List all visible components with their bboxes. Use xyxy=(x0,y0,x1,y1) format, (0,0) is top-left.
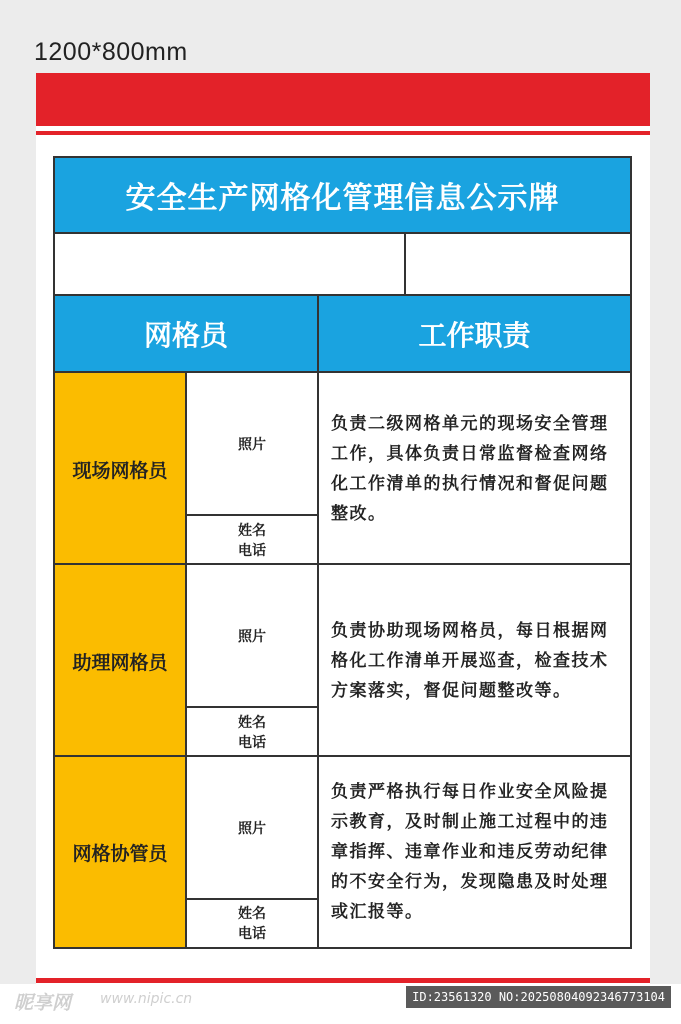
name-phone-cell xyxy=(187,516,319,565)
phone-label: 电话 xyxy=(238,734,266,751)
top-red-line xyxy=(36,131,650,135)
name-label: 姓名 xyxy=(238,905,266,922)
bottom-red-line xyxy=(36,978,650,983)
name-label: 姓名 xyxy=(238,522,266,539)
duty-cell: 负责严格执行每日作业安全风险提示教育，及时制止施工过程中的违章指挥、违章作业和违反劳动纪律的不安全行为，发现隐患及时处理或汇报等。 xyxy=(331,782,609,922)
watermark-id: ID:23561320 NO:20250804092346773104 xyxy=(406,986,671,1008)
top-red-band xyxy=(36,73,650,126)
name-phone-cell xyxy=(187,900,319,947)
name-phone-cell xyxy=(187,708,319,757)
watermark-url: www.nipic.cn xyxy=(100,991,193,1007)
photo-cell: 照片 xyxy=(187,565,319,708)
info-table xyxy=(53,156,632,949)
role-cell: 现场网格员 xyxy=(55,373,187,565)
photo-cell: 照片 xyxy=(187,373,319,516)
photo-cell: 照片 xyxy=(187,757,319,900)
role-cell: 网格协管员 xyxy=(55,757,187,947)
name-label: 姓名 xyxy=(238,714,266,731)
board-title: 安全生产网格化管理信息公示牌 xyxy=(55,158,630,234)
phone-label: 电话 xyxy=(238,925,266,942)
watermark-logo: 昵享网 xyxy=(14,992,72,1014)
header-duties: 工作职责 xyxy=(319,296,630,373)
blank-field-right xyxy=(406,234,630,296)
duty-cell: 负责二级网格单元的现场安全管理工作，具体负责日常监督检查网络化工作清单的执行情况和督促问题整改。 xyxy=(331,414,609,524)
phone-label: 电话 xyxy=(238,542,266,559)
header-grid-member: 网格员 xyxy=(55,296,319,373)
role-cell: 助理网格员 xyxy=(55,565,187,757)
blank-field-left xyxy=(55,234,406,296)
duty-cell: 负责协助现场网格员，每日根据网格化工作清单开展巡查，检查技术方案落实，督促问题整改等。 xyxy=(331,621,609,701)
size-label: 1200*800mm xyxy=(34,38,188,66)
